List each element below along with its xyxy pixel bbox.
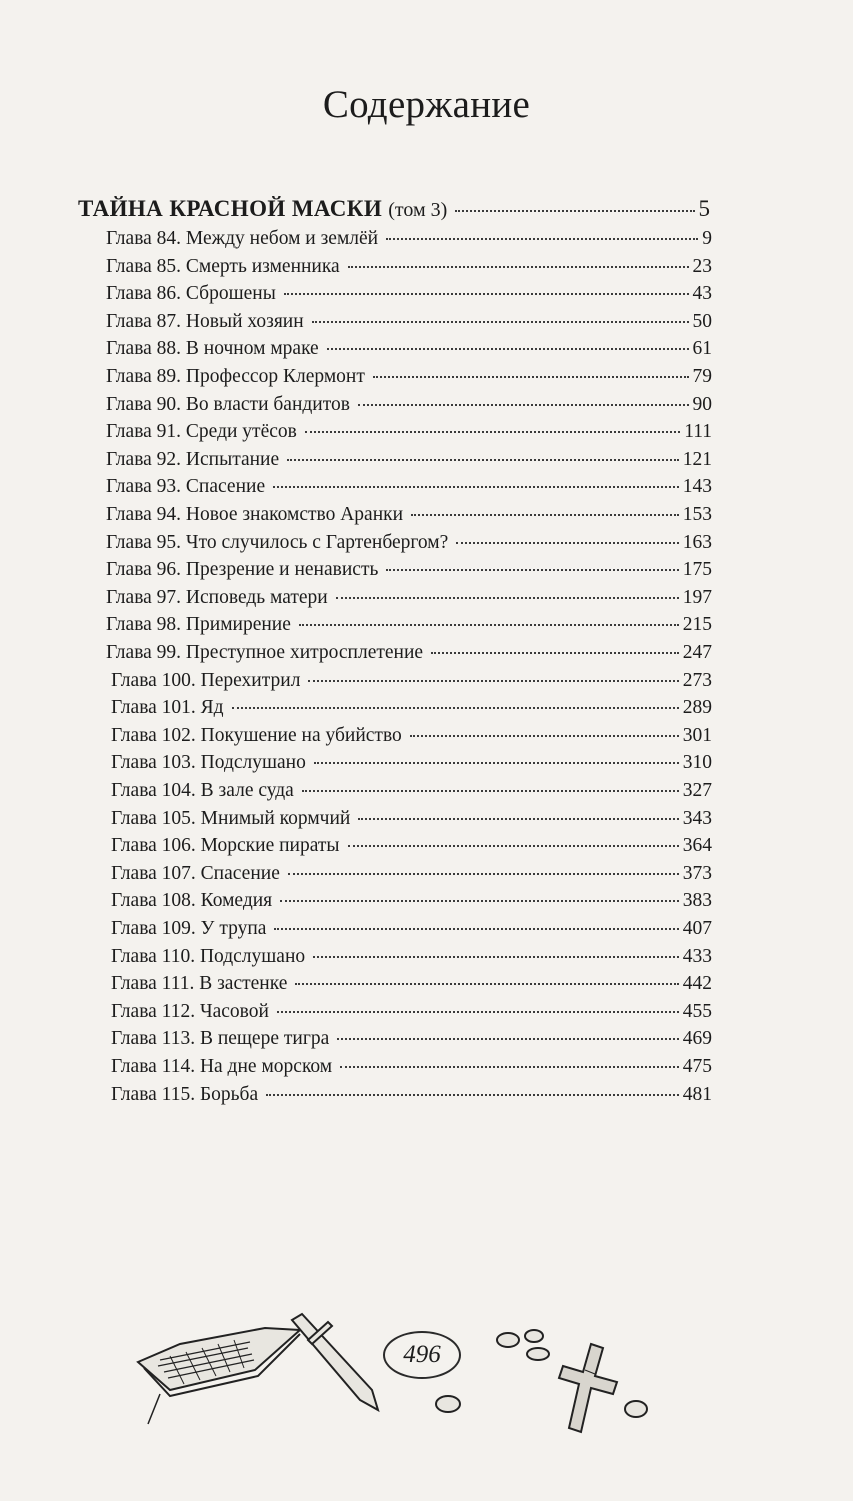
chapter-page-number: 289 — [682, 697, 712, 719]
chapter-title: Глава 94. Новое знакомство Аранки — [106, 504, 404, 525]
chapter-page-number: 469 — [682, 1028, 712, 1050]
dot-leader — [431, 652, 679, 654]
chapter-title: Глава 104. В зале суда — [111, 780, 294, 801]
chapter-title: Глава 111. В застенке — [111, 973, 288, 995]
toc-entry — [111, 918, 712, 945]
toc-entry — [111, 1084, 712, 1111]
toc-entry — [111, 697, 712, 724]
chapter-page-number: 121 — [682, 448, 712, 470]
chapter-page-number: 455 — [682, 1000, 712, 1022]
chapter-title: Глава 87. Новый хозяин — [106, 310, 304, 332]
chapter-title: Глава 86. Сброшены — [106, 283, 276, 305]
chapter-page-number: 23 — [692, 255, 712, 277]
toc-entry — [106, 532, 712, 559]
toc-entry — [111, 835, 712, 862]
chapter-page-number: 310 — [682, 752, 712, 774]
chapter-title: Глава 99. Преступное хитросплетение — [106, 642, 424, 663]
section-title: ТАЙНА КРАСНОЙ МАСКИ — [78, 196, 383, 221]
dagger-icon — [280, 1310, 390, 1420]
chapter-title: Глава 89. Профессор Клермонт — [106, 366, 365, 387]
chapter-page-number: 364 — [682, 835, 712, 857]
dot-leader — [337, 1038, 679, 1040]
toc-entry — [106, 256, 712, 283]
chapter-page-number: 433 — [682, 945, 712, 967]
dot-leader — [358, 818, 678, 820]
dot-leader — [373, 376, 689, 378]
chapter-page-number: 301 — [682, 724, 712, 746]
chapter-page-number: 215 — [682, 614, 712, 636]
chapter-title: Глава 91. Среди утёсов — [106, 421, 297, 443]
chapter-page-number: 79 — [692, 366, 712, 387]
chapter-page-number: 327 — [682, 780, 712, 801]
chapter-page-number: 197 — [682, 586, 712, 608]
dot-leader — [280, 900, 679, 902]
chapter-title: Глава 107. Спасение — [111, 862, 280, 884]
chapter-page-number: 475 — [682, 1056, 712, 1077]
toc-entry — [106, 228, 712, 255]
chapter-page-number: 175 — [682, 559, 712, 581]
chapter-title: Глава 97. Исповедь матери — [106, 586, 328, 608]
dot-leader — [348, 266, 689, 268]
dot-leader — [314, 762, 679, 764]
toc-entry — [106, 338, 712, 365]
chapter-page-number: 153 — [682, 504, 712, 525]
toc-entry — [106, 642, 712, 669]
chapter-page-number: 343 — [682, 807, 712, 829]
chapter-page-number: 407 — [682, 918, 712, 939]
footer-decoration — [130, 1310, 730, 1440]
page-title: Содержание — [322, 83, 531, 126]
toc-entry — [111, 670, 712, 697]
dot-leader — [348, 845, 679, 847]
chapter-title: Глава 113. В пещере тигра — [111, 1028, 330, 1050]
toc-entry — [111, 973, 712, 1000]
dot-leader — [358, 404, 689, 406]
chapter-title: Глава 108. Комедия — [111, 890, 273, 912]
chapter-page-number: 481 — [682, 1083, 712, 1105]
dot-leader — [288, 873, 679, 875]
chapter-page-number: 9 — [702, 228, 712, 249]
chapter-title: Глава 93. Спасение — [106, 476, 266, 498]
dot-leader — [411, 514, 679, 516]
chapter-page-number: 61 — [692, 338, 712, 360]
toc-entry — [106, 283, 712, 310]
dot-leader — [336, 597, 679, 599]
chapter-title: Глава 105. Мнимый кормчий — [111, 807, 351, 829]
toc-entry — [111, 1001, 712, 1028]
chapter-title: Глава 85. Смерть изменника — [106, 255, 340, 277]
dot-leader — [455, 210, 694, 212]
toc-entry — [106, 394, 712, 421]
dot-leader — [299, 624, 679, 626]
toc-entry — [106, 587, 712, 614]
chapter-title: Глава 96. Презрение и ненависть — [106, 559, 379, 581]
toc-entry — [111, 890, 712, 917]
dot-leader — [340, 1066, 679, 1068]
chapter-title: Глава 103. Подслушано — [111, 752, 306, 774]
dot-leader — [313, 956, 679, 958]
toc-entry — [111, 725, 712, 752]
chapter-page-number: 373 — [682, 862, 712, 884]
dot-leader — [302, 790, 679, 792]
toc-entry — [106, 559, 712, 586]
dot-leader — [266, 1094, 679, 1096]
dot-leader — [277, 1011, 679, 1013]
toc-entry — [106, 476, 712, 503]
section-page-number: 5 — [698, 196, 710, 221]
chapter-page-number: 163 — [682, 531, 712, 553]
toc-entry — [106, 311, 712, 338]
toc-entry — [106, 421, 712, 448]
cross-icon — [555, 1340, 625, 1440]
chapter-title: Глава 98. Примирение — [106, 614, 291, 636]
dot-leader — [327, 348, 689, 350]
dot-leader — [295, 983, 678, 985]
dot-leader — [456, 542, 678, 544]
toc-entry — [111, 752, 712, 779]
dot-leader — [305, 431, 680, 433]
chapter-title: Глава 88. В ночном мраке — [106, 338, 319, 360]
chapter-page-number: 90 — [692, 393, 712, 415]
dot-leader — [308, 680, 678, 682]
dot-leader — [274, 928, 678, 930]
chapter-page-number: 383 — [682, 890, 712, 912]
coin-icon — [620, 1396, 660, 1426]
chapter-title: Глава 92. Испытание — [106, 448, 280, 470]
toc-entry — [106, 504, 712, 531]
chapter-title: Глава 100. Перехитрил — [111, 669, 301, 691]
toc-entry — [106, 366, 712, 393]
dot-leader — [386, 569, 678, 571]
dot-leader — [284, 293, 689, 295]
toc-entry — [111, 1028, 712, 1055]
chapter-title: Глава 114. На дне морском — [111, 1056, 333, 1077]
dot-leader — [273, 486, 679, 488]
chapter-title: Глава 115. Борьба — [111, 1083, 259, 1105]
chapter-page-number: 273 — [682, 669, 712, 691]
chapter-title: Глава 84. Между небом и землёй — [106, 228, 379, 249]
chapter-page-number: 111 — [684, 421, 712, 443]
chapter-title: Глава 106. Морские пираты — [111, 835, 340, 857]
toc-entry — [111, 1056, 712, 1083]
toc-entry — [111, 780, 712, 807]
toc-entry — [111, 946, 712, 973]
chapter-title: Глава 95. Что случилось с Гартенбергом? — [106, 531, 449, 553]
coin-icon — [430, 1388, 490, 1428]
page-number: 496 — [383, 1331, 461, 1379]
chapter-title: Глава 90. Во власти бандитов — [106, 393, 350, 415]
toc-entry — [111, 863, 712, 890]
chapter-title: Глава 109. У трупа — [111, 918, 267, 939]
dot-leader — [410, 735, 679, 737]
chapter-title: Глава 101. Яд — [111, 697, 224, 719]
dot-leader — [312, 321, 689, 323]
chapter-page-number: 143 — [682, 476, 712, 498]
chapter-page-number: 43 — [692, 283, 712, 305]
toc-entry — [111, 808, 712, 835]
chapter-page-number: 442 — [682, 973, 712, 995]
toc-entry — [106, 614, 712, 641]
dot-leader — [287, 459, 679, 461]
section-volume-note: (том 3) — [388, 199, 448, 221]
dot-leader — [386, 238, 698, 240]
chapter-title: Глава 102. Покушение на убийство — [111, 724, 402, 746]
toc-entry — [106, 449, 712, 476]
chapter-page-number: 247 — [682, 642, 712, 663]
chapter-title: Глава 110. Подслушано — [111, 945, 306, 967]
section-entry — [78, 196, 710, 226]
chapter-page-number: 50 — [692, 310, 712, 332]
dot-leader — [232, 707, 679, 709]
chapter-title: Глава 112. Часовой — [111, 1000, 269, 1022]
